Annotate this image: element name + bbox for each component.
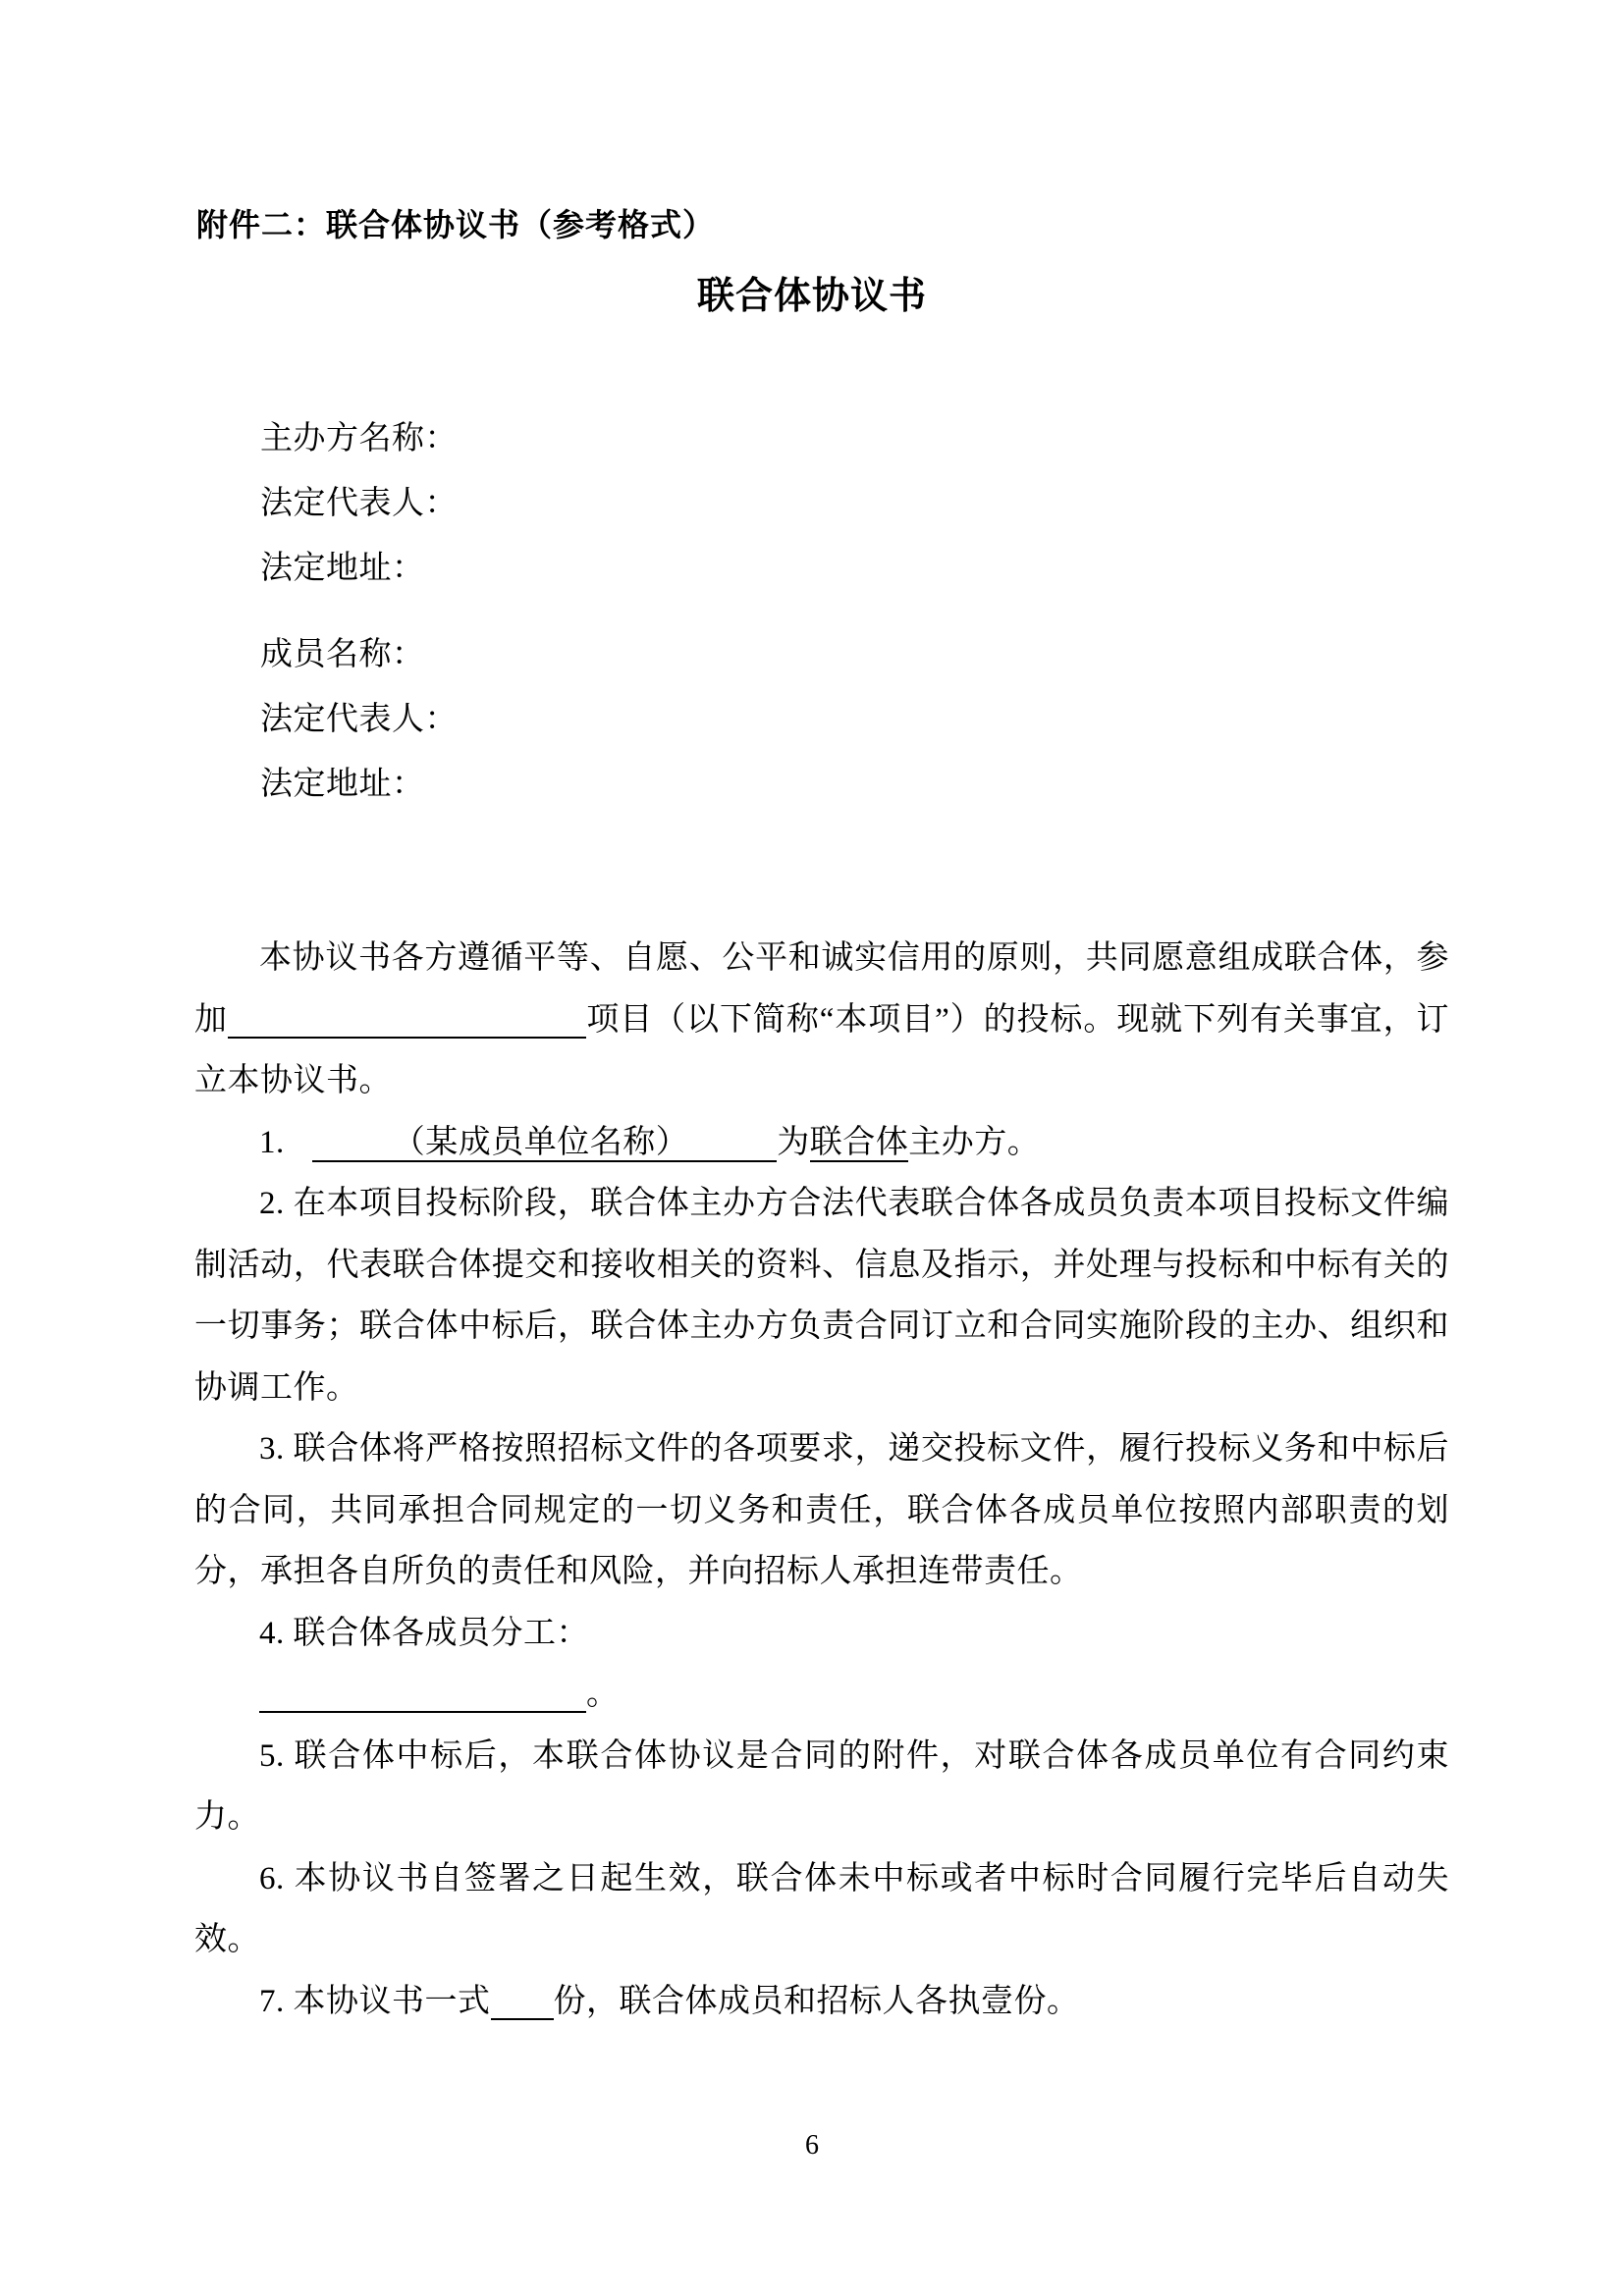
organizer-name-label: 主办方名称： (260, 421, 458, 456)
copies-count-blank (491, 1983, 554, 2020)
member-fields (260, 622, 458, 817)
project-name-blank (228, 1001, 586, 1039)
clause-6: 6. 本协议书自签署之日起生效，联合体未中标或者中标时合同履行完毕后自动失效。 (194, 1860, 1449, 1957)
clause-4-blank-suffix: 。 (586, 1677, 620, 1712)
clause-1 (194, 1112, 1449, 1174)
organizer-fields (260, 406, 458, 601)
clause-4-blank-line (194, 1664, 1449, 1726)
page-number: 6 (805, 2130, 819, 2161)
agreement-body (194, 928, 1449, 2032)
clause-1-mid-text: 为 (777, 1124, 810, 1160)
division-of-work-blank (259, 1676, 586, 1713)
member-name-label: 成员名称： (260, 637, 425, 672)
organizer-legal-address-label: 法定地址： (260, 551, 425, 586)
member-unit-name-blank: （某成员单位名称） (312, 1125, 778, 1162)
clause-4: 4. 联合体各成员分工： (259, 1615, 589, 1651)
organizer-legal-representative-label: 法定代表人： (260, 486, 458, 521)
preamble-text-before: 本协议书各方遵循平等、自愿、公平和诚实信用的原则，共同愿意组成联合体，参加 (194, 940, 1449, 1038)
clause-7-text-before: 7. 本协议书一式 (259, 1983, 491, 2019)
clause-5: 5. 联合体中标后，本联合体协议是合同的附件，对联合体各成员单位有合同约束力。 (194, 1737, 1449, 1835)
clause-2: 2. 在本项目投标阶段，联合体主办方合法代表联合体各成员负责本项目投标文件编制活动，代表联合体提交和接收相关的资料、信息及指示，并处理与投标和中标有关的一切事务；联合体中标后，联合体主办方负责合同订立和合同实施阶段的主办、组织和协调工作。 (194, 1186, 1449, 1406)
attachment-heading: 附件二：联合体协议书（参考格式） (196, 207, 716, 242)
clause-7 (194, 1971, 1449, 2033)
member-legal-representative-label: 法定代表人： (260, 702, 458, 737)
preamble-text-after: 项目（以下简称“本项目”）的投标。现就下列有关事宜，订立本协议书。 (194, 1001, 1450, 1098)
member-legal-address-label: 法定地址： (260, 767, 425, 802)
clause-3: 3. 联合体将严格按照招标文件的各项要求，递交投标文件，履行投标义务和中标后的合同，共同承担合同规定的一切义务和责任，联合体各成员单位按照内部职责的划分，承担各自所负的责任和风险，并向招标人承担连带责任。 (194, 1431, 1449, 1589)
document-title: 联合体协议书 (696, 276, 927, 317)
parties-section (260, 406, 458, 817)
clause-1-tail-text: 主办方。 (908, 1124, 1041, 1160)
clause-1-underlined-text: 联合体 (809, 1124, 909, 1160)
preamble-paragraph (194, 928, 1449, 1112)
clause-1-number: 1. (259, 1124, 285, 1160)
clause-7-text-after: 份，联合体成员和招标人各执壹份。 (553, 1983, 1080, 2019)
